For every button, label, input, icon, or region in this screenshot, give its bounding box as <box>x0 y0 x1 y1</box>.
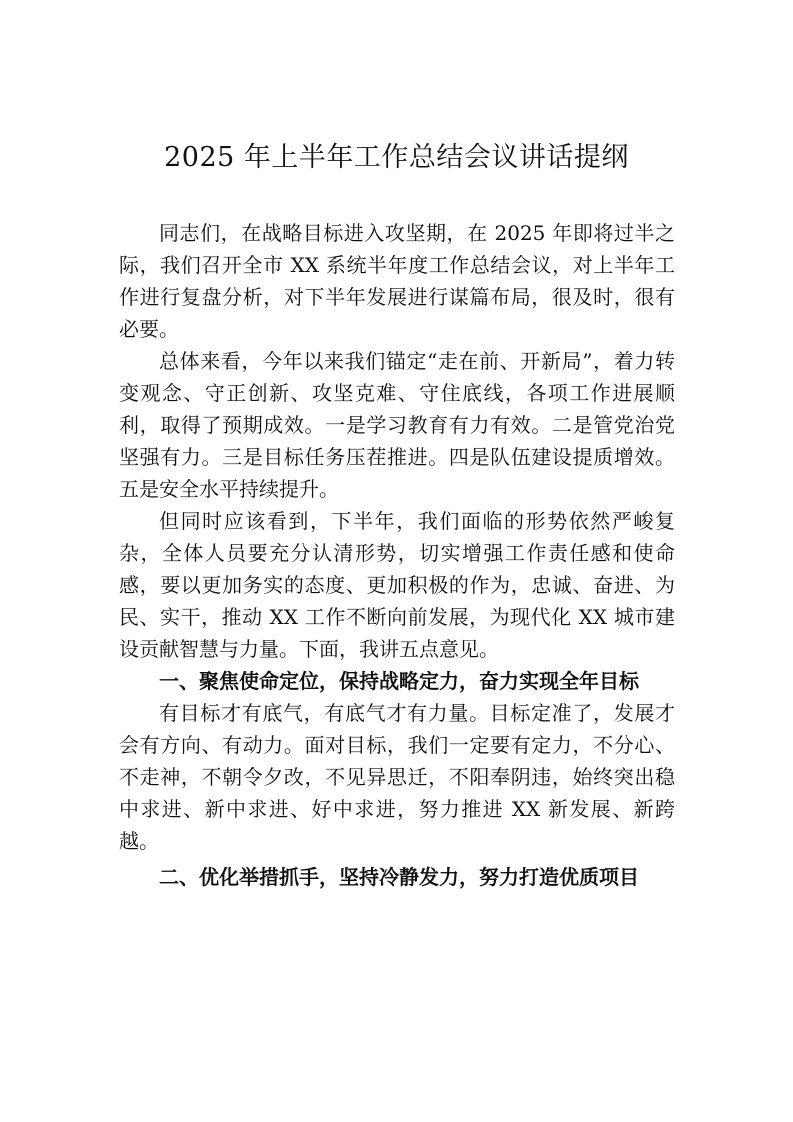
document-title: 2025 年上半年工作总结会议讲话提纲 <box>164 142 629 173</box>
document-body <box>119 217 675 893</box>
paragraph-overview: 总体来看，今年以来我们锚定“走在前、开新局”，着力转变观念、守正创新、攻坚克难、守住底线，各项工作进展顺利，取得了预期成效。一是学习教育有力有效。二是管党治党坚强有力。三是目标任务压茬推进。四是队伍建设提质增效。五是安全水平持续提升。 <box>119 349 675 501</box>
section-1-paragraph: 有目标才有底气，有底气才有力量。目标定准了，发展才会有方向、有动力。面对目标，我们一定要有定力，不分心、不走神，不朝令夕改，不见异思迁，不阳奉阴违，始终突出稳中求进、新中求进、好中求进，努力推进 XX 新发展、新跨越。 <box>119 701 675 853</box>
section-heading-2: 二、优化举措抓手，坚持冷静发力，努力打造优质项目 <box>159 865 639 889</box>
section-heading-1: 一、聚焦使命定位，保持战略定力，奋力实现全年目标 <box>159 669 639 693</box>
paragraph-opening: 同志们，在战略目标进入攻坚期，在 2025 年即将过半之际，我们召开全市 XX 系统半年度工作总结会议，对上半年工作进行复盘分析，对下半年发展进行谋篇布局，很及时，很有必要。 <box>119 221 675 341</box>
paragraph-situation: 但同时应该看到，下半年，我们面临的形势依然严峻复杂，全体人员要充分认清形势，切实增强工作责任感和使命感，要以更加务实的态度、更加积极的作为，忠诚、奋进、为民、实干，推动 XX 工作不断向前发展，为现代化 XX 城市建设贡献智慧与力量。下面，我讲五点意见。 <box>119 509 675 661</box>
